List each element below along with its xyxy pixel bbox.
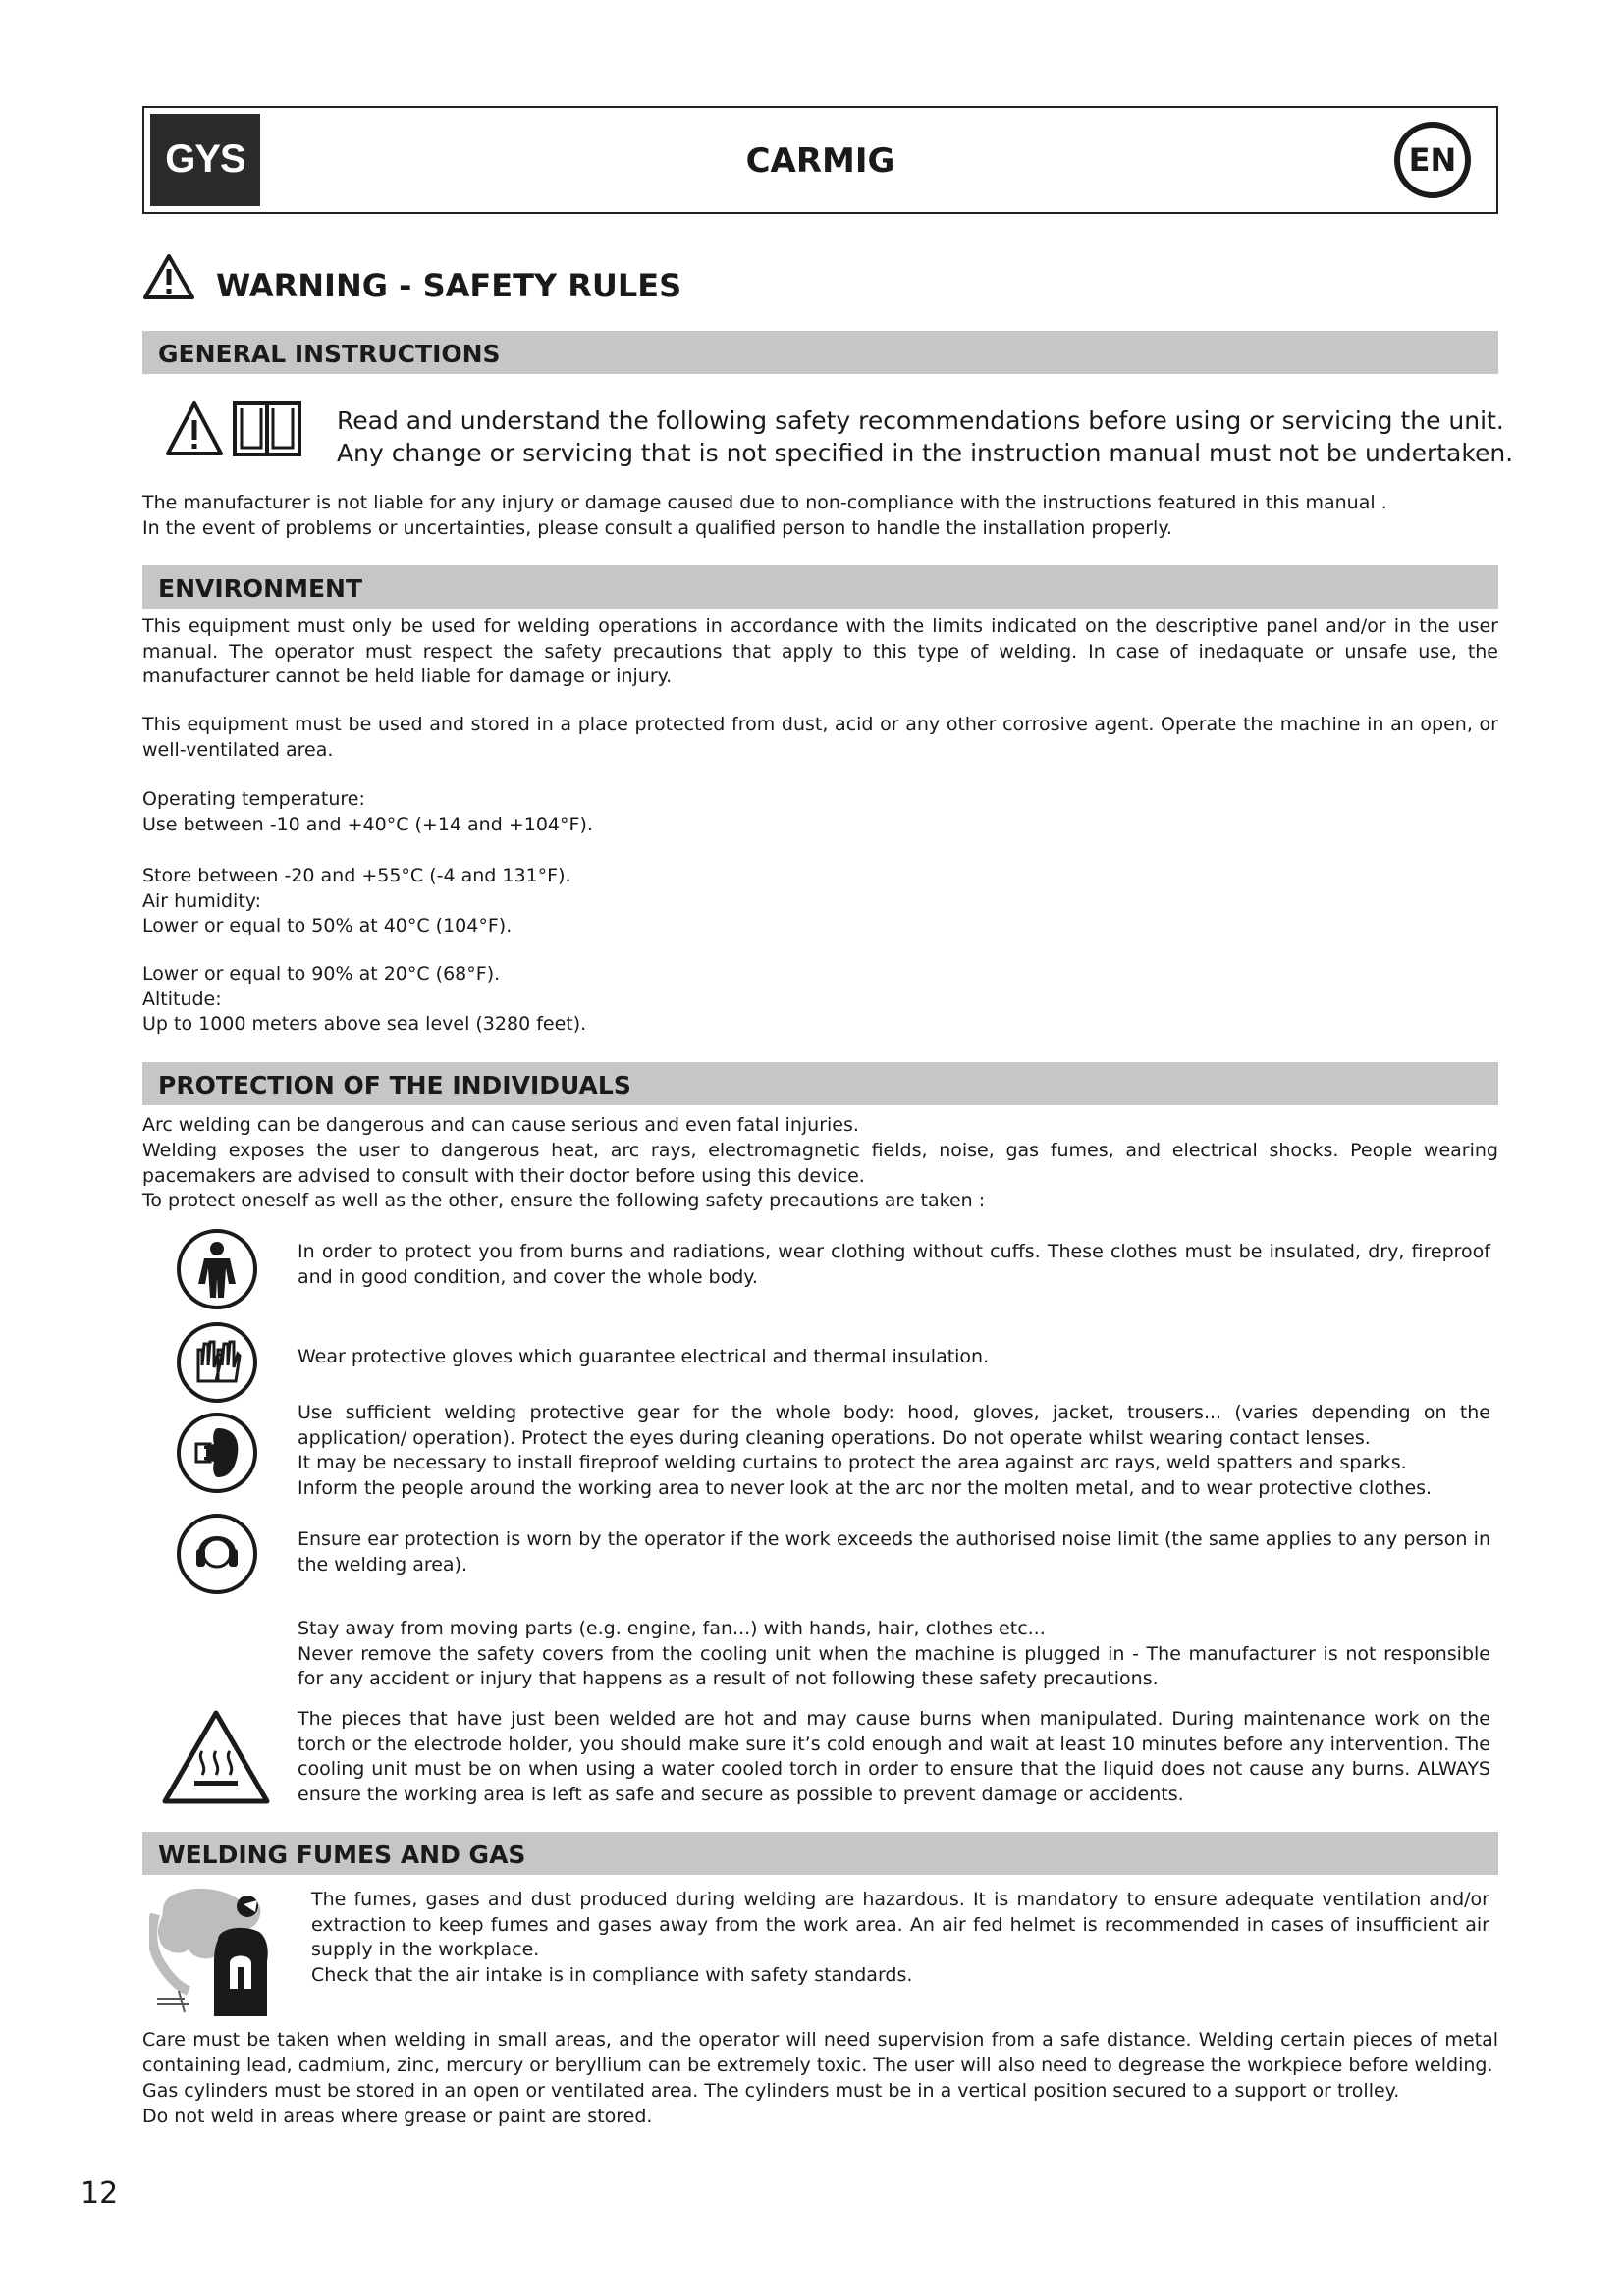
clothing-text: In order to protect you from burns and radiations, wear clothing without cuffs. These clothes must be insulated, dry, fireproof and in good condition, and cover the whole body.	[298, 1241, 1490, 1288]
text-line: Altitude:	[142, 988, 222, 1010]
text-line: Lower or equal to 50% at 40°C (104°F).	[142, 915, 513, 936]
fumes-para-1: The fumes, gases and dust produced during welding are hazardous. It is mandatory to ensure adequate ventilation and/or extraction to keep fumes and gases away from the work area. An air fed helmet is recommended in cases of insufficient air supply in the workplace.	[311, 1889, 1489, 1960]
text-line: Store between -20 and +55°C (-4 and 131°F).	[142, 865, 571, 886]
section-heading: WELDING FUMES AND GAS	[158, 1841, 526, 1869]
protective-clothing-icon	[175, 1227, 259, 1311]
text-line: It may be necessary to install fireproof welding curtains to protect the area against arc rays, weld spatters and sparks.	[298, 1452, 1407, 1473]
section-environment	[142, 565, 1498, 609]
section-heading: ENVIRONMENT	[158, 574, 363, 603]
text-line: Stay away from moving parts (e.g. engine, fan...) with hands, hair, clothes etc...	[298, 1618, 1046, 1639]
text-line: Lower or equal to 90% at 20°C (68°F).	[142, 963, 501, 985]
welding-fumes-icon	[149, 1885, 297, 2020]
hot-surface-warning-icon	[161, 1708, 271, 1806]
section-welding-fumes	[142, 1832, 1498, 1875]
page-number: 12	[81, 2176, 119, 2211]
ear-protection-icon	[175, 1512, 259, 1596]
page-title: WARNING - SAFETY RULES	[216, 267, 682, 304]
welding-helmet-icon	[175, 1411, 259, 1495]
text-line: Operating temperature:	[142, 788, 365, 810]
text-line: Use sufficient welding protective gear for the whole body: hood, gloves, jacket, trousers... (varies depending on the application/ operation). Protect the eyes during cleaning operations. Do not operate whilst wearing contact lenses.	[298, 1402, 1490, 1449]
protection-para-2: Welding exposes the user to dangerous heat, arc rays, electromagnetic fields, noise, gas fumes, and electrical shocks. People wearing pacemakers are advised to consult with their doctor before using this device.	[142, 1140, 1498, 1187]
text-line: Gas cylinders must be stored in an open or ventilated area. The cylinders must be in a vertical position secured to a support or trolley.	[142, 2080, 1400, 2102]
fumes-lines-4-5	[142, 2079, 1498, 2129]
welding-gear-text	[298, 1401, 1490, 1501]
protective-gloves-icon	[175, 1320, 259, 1405]
text-line: Do not weld in areas where grease or paint are stored.	[142, 2105, 653, 2127]
warning-triangle-icon	[142, 253, 195, 300]
section-protection	[142, 1062, 1498, 1105]
hot-pieces-text: The pieces that have just been welded are hot and may cause burns when manipulated. During maintenance work on the torch or the electrode holder, you should make sure it’s cold enough and wait at least 10 minutes before any intervention. The cooling unit must be on when using a water cooled torch in order to ensure that the liquid does not cause any burns. ALWAYS ensure the working area is left as safe and secure as possible to prevent damage or accidents.	[298, 1708, 1490, 1805]
text-line: Up to 1000 meters above sea level (3280 feet).	[142, 1013, 587, 1035]
ear-protection-text: Ensure ear protection is worn by the operator if the work exceeds the authorised noise limit (the same applies to any person in the welding area).	[298, 1528, 1490, 1575]
product-title: CARMIG	[745, 141, 895, 181]
general-intro	[337, 404, 1513, 469]
intro-line: Read and understand the following safety recommendations before using or servicing the unit.	[337, 406, 1504, 435]
text-line: In the event of problems or uncertainties, please consult a qualified person to handle the installation properly.	[142, 516, 1172, 539]
gloves-text: Wear protective gloves which guarantee electrical and thermal insulation.	[298, 1346, 990, 1367]
manual-book-icon	[232, 400, 302, 457]
text-line: Inform the people around the working area to never look at the arc nor the molten metal, and to wear protective clothes.	[298, 1476, 1433, 1499]
environment-para-2: This equipment must be used and stored in a place protected from dust, acid or any other corrosive agent. Operate the machine in an open, or well-ventilated area.	[142, 714, 1498, 761]
protection-line-3: To protect oneself as well as the other, ensure the following safety precautions are taken :	[142, 1190, 986, 1211]
text-line: The manufacturer is not liable for any injury or damage caused due to non-compliance with the instructions featured in this manual .	[142, 492, 1387, 513]
text-line: Air humidity:	[142, 889, 262, 912]
humidity-and-altitude	[142, 962, 1026, 1038]
language-badge: EN	[1394, 122, 1471, 198]
moving-parts-text	[298, 1617, 1490, 1692]
text-line: Use between -10 and +40°C (+14 and +104°F).	[142, 813, 593, 835]
page-header	[142, 106, 1498, 214]
general-text	[142, 491, 1498, 541]
section-heading: GENERAL INSTRUCTIONS	[158, 340, 501, 368]
logo-text: GYS	[165, 137, 245, 181]
storage-and-humidity	[142, 864, 1026, 939]
text-line: Never remove the safety covers from the cooling unit when the machine is plugged in - The manufacturer is not responsible for any accident or injury that happens as a result of not following these safety precautions.	[298, 1642, 1490, 1689]
intro-line: Any change or servicing that is not specified in the instruction manual must not be undertaken.	[337, 439, 1514, 467]
fumes-line-2: Check that the air intake is in compliance with safety standards.	[311, 1964, 913, 1986]
operating-temperature	[142, 787, 1026, 837]
warning-icon	[165, 400, 224, 457]
section-general-instructions	[142, 331, 1498, 374]
fumes-para-3: Care must be taken when welding in small areas, and the operator will need supervision from a safe distance. Welding certain pieces of metal containing lead, cadmium, zinc, mercury or beryllium can be extremely toxic. The user will also need to degrease the workpiece before welding.	[142, 2029, 1498, 2076]
protection-line-1: Arc welding can be dangerous and can cause serious and even fatal injuries.	[142, 1114, 859, 1136]
section-heading: PROTECTION OF THE INDIVIDUALS	[158, 1071, 631, 1099]
environment-para-1: This equipment must only be used for welding operations in accordance with the limits indicated on the descriptive panel and/or in the user manual. The operator must respect the safety precautions that apply to this type of welding. In case of inedaquate or unsafe use, the manufacturer cannot be held liable for damage or injury.	[142, 615, 1498, 687]
